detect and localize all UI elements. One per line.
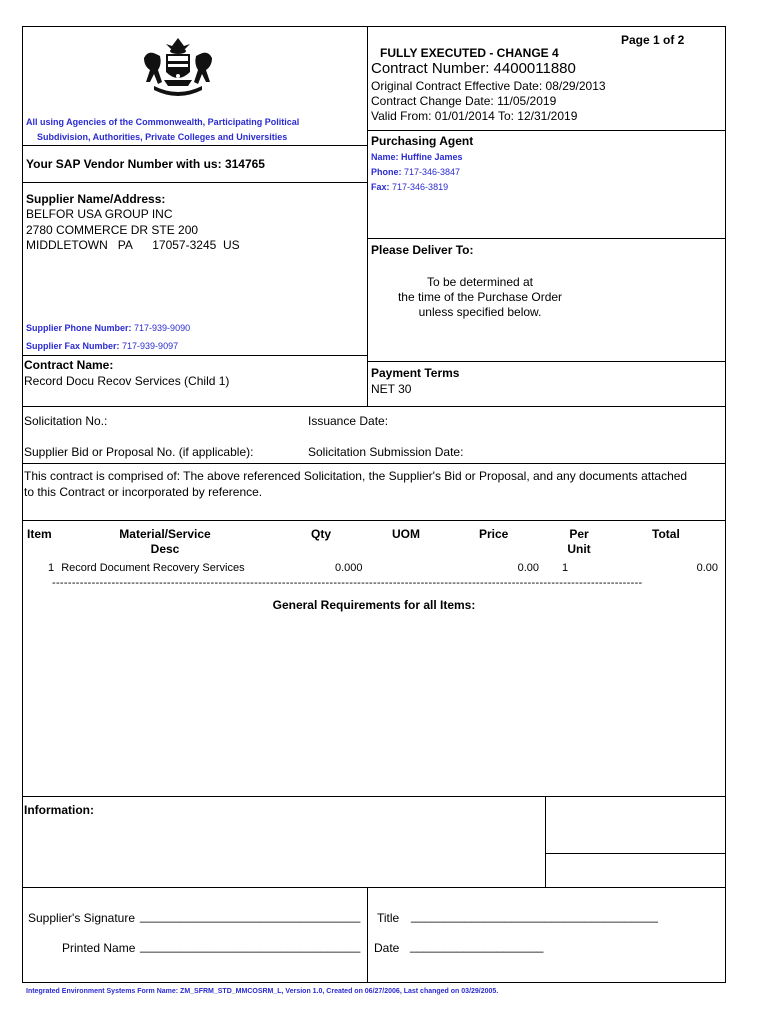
agencies-line-2: Subdivision, Authorities, Private Colleges and Universities: [37, 132, 288, 142]
divider-agent-top: [367, 130, 726, 131]
deliver-line-3: unless specified below.: [418, 305, 542, 319]
divider-payment-top: [367, 361, 726, 362]
contract-number: 4400011880: [493, 60, 576, 77]
comprised-line-2: to this Contract or incorporated by reference.: [24, 485, 263, 499]
pennsylvania-seal-logo: [136, 36, 220, 102]
sap-vendor-label: Your SAP Vendor Number with us:: [26, 157, 222, 171]
supplier-phone-label: Supplier Phone Number:: [26, 323, 132, 333]
divider-information-box: [545, 796, 546, 887]
col-header-desc: [100, 527, 230, 556]
payment-terms-title: Payment Terms: [371, 366, 460, 380]
supplier-signature-line[interactable]: _________________________________: [140, 909, 361, 923]
col-header-item: Item: [27, 527, 52, 541]
date-line[interactable]: ____________________: [410, 939, 544, 953]
col-header-uom: UOM: [392, 527, 420, 541]
payment-terms-value: NET 30: [371, 382, 412, 396]
col-header-per-unit: [555, 527, 603, 556]
divider-solicitation-top: [22, 406, 726, 407]
row-price: 0.00: [517, 562, 539, 574]
divider-comprised-top: [22, 463, 726, 464]
divider-deliver-top: [367, 238, 726, 239]
table-row: [48, 562, 245, 574]
supplier-bid-label: Supplier Bid or Proposal No. (if applicable):: [24, 445, 254, 459]
page-number: Page 1 of 2: [621, 33, 685, 47]
deliver-line-1: To be determined at: [426, 275, 534, 289]
supplier-phone-value: 717-939-9090: [134, 323, 191, 333]
title-label: Title: [377, 911, 400, 925]
divider-agencies: [22, 145, 367, 146]
agent-name: [371, 152, 463, 162]
divider-vertical-top: [367, 26, 368, 406]
form-footer: Integrated Environment Systems Form Name: ZM_SFRM_STD_MMCOSRM_L, Version 1.0, Created on 06/27/2006, Last changed on 03/29/2005.: [26, 988, 499, 995]
contract-name-title: Contract Name:: [24, 358, 114, 372]
agent-name-label: Name:: [371, 152, 399, 162]
agent-fax-value: 717-346-3819: [392, 182, 449, 192]
deliver-to-title: Please Deliver To:: [371, 243, 474, 257]
col-header-total: Total: [652, 527, 680, 541]
sap-vendor-number: [26, 157, 265, 171]
divider-information-inner: [545, 853, 726, 854]
divider-vendor: [22, 182, 367, 183]
supplier-signature-label: Supplier's Signature: [28, 911, 136, 925]
seal-icon: [136, 36, 220, 102]
printed-name-line[interactable]: _________________________________: [140, 939, 361, 953]
divider-signature-vertical: [367, 887, 368, 983]
date-label: Date: [374, 941, 400, 955]
agent-name-value: Huffine James: [401, 152, 463, 162]
general-requirements: General Requirements for all Items:: [272, 598, 476, 612]
divider-contract-name: [22, 355, 367, 356]
agencies-line-1: All using Agencies of the Commonwealth, Participating Political: [26, 117, 300, 127]
agent-fax-label: Fax:: [371, 182, 390, 192]
row-separator-dashes: -----------------------------------------------------------------------------------------------------------------------------------------------------: [52, 577, 643, 589]
agent-fax: [371, 182, 448, 192]
valid-dates: Valid From: 01/01/2014 To: 12/31/2019: [371, 109, 578, 123]
row-item: 1: [48, 562, 55, 574]
purchasing-agent-title: Purchasing Agent: [371, 134, 474, 148]
contract-change-date: Contract Change Date: 11/05/2019: [371, 94, 557, 108]
contract-status: FULLY EXECUTED - CHANGE 4: [380, 46, 559, 60]
divider-signature-top: [22, 887, 726, 888]
comprised-line-1: This contract is comprised of: The above referenced Solicitation, the Supplier's Bid or Proposal, and any documents attached: [24, 469, 688, 483]
contract-number-label: Contract Number:: [371, 60, 490, 77]
title-line[interactable]: _____________________________________: [411, 909, 658, 923]
agent-phone-label: Phone:: [371, 167, 402, 177]
information-title: Information:: [24, 803, 94, 817]
col-header-desc-1: Material/Service: [119, 527, 211, 541]
row-per: 1: [562, 562, 569, 574]
agent-phone-value: 717-346-3847: [404, 167, 461, 177]
col-header-per-1: Per: [569, 527, 589, 541]
col-header-desc-2: Desc: [150, 542, 180, 556]
issuance-date-label: Issuance Date:: [308, 414, 389, 428]
solicitation-no-label: Solicitation No.:: [24, 414, 108, 428]
submission-date-label: Solicitation Submission Date:: [308, 445, 464, 459]
supplier-fax-label: Supplier Fax Number:: [26, 341, 120, 351]
col-header-price: Price: [479, 527, 509, 541]
supplier-line-1: BELFOR USA GROUP INC: [26, 207, 173, 221]
supplier-title: Supplier Name/Address:: [26, 192, 166, 206]
deliver-line-2: the time of the Purchase Order: [397, 290, 563, 304]
divider-items-top: [22, 520, 726, 521]
supplier-phone: [26, 323, 190, 333]
divider-information-top: [22, 796, 726, 797]
row-desc: Record Document Recovery Services: [61, 562, 245, 574]
contract-name-value: Record Docu Recov Services (Child 1): [24, 374, 230, 388]
agent-phone: [371, 167, 460, 177]
supplier-fax: [26, 341, 178, 351]
printed-name-label: Printed Name: [62, 941, 136, 955]
col-header-qty: Qty: [311, 527, 332, 541]
row-total: 0.00: [696, 562, 718, 574]
supplier-line-3: MIDDLETOWN PA 17057-3245 US: [26, 238, 240, 252]
supplier-line-2: 2780 COMMERCE DR STE 200: [26, 223, 199, 237]
contract-number-line: [371, 60, 576, 77]
deliver-to-text: [367, 275, 593, 319]
original-effective-date: Original Contract Effective Date: 08/29/2013: [371, 79, 606, 93]
sap-vendor-value: 314765: [224, 157, 265, 171]
supplier-fax-value: 717-939-9097: [122, 341, 179, 351]
col-header-per-2: Unit: [567, 542, 591, 556]
row-qty: 0.000: [335, 562, 363, 574]
